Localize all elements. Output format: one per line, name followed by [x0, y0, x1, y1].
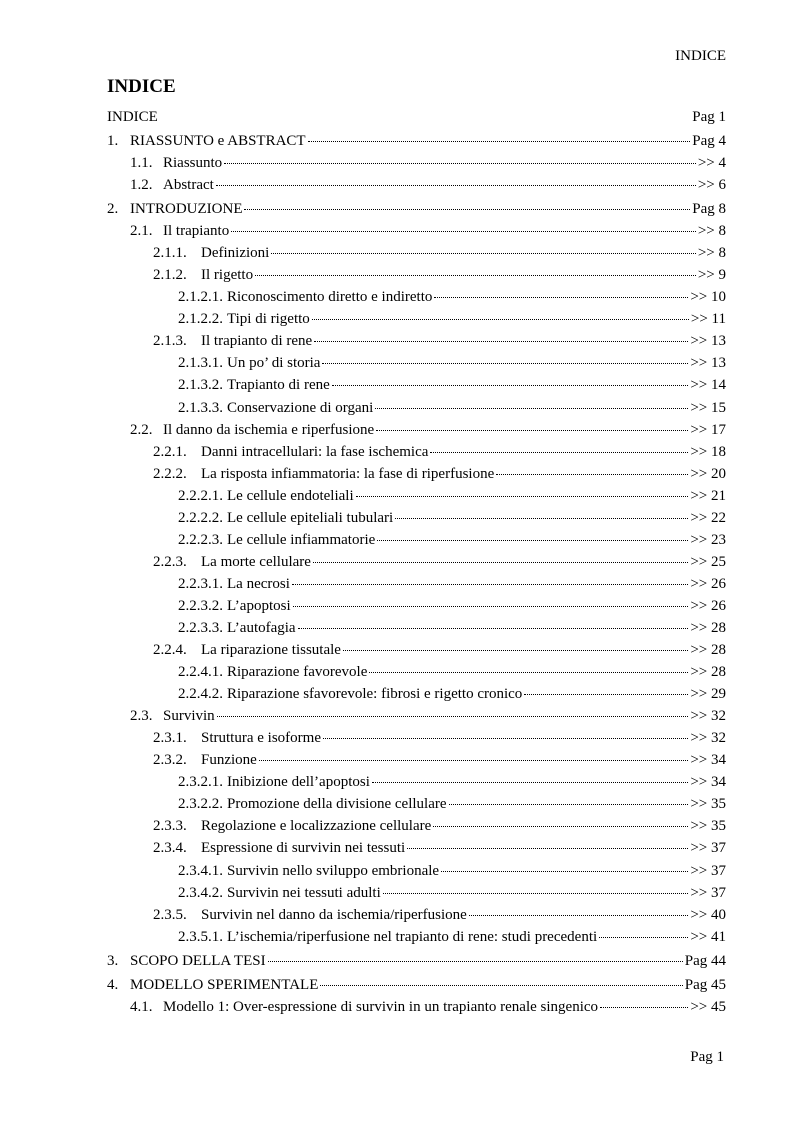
toc-dot-leader	[383, 893, 689, 894]
toc-entry[interactable]	[107, 641, 726, 659]
toc-entry-number: 2.1.3.2.	[178, 377, 223, 394]
toc-entry-page: >> 28	[690, 619, 726, 636]
toc-dot-leader	[292, 584, 688, 585]
toc-entry-title: Funzione	[201, 752, 257, 769]
toc-entry[interactable]	[107, 952, 726, 970]
toc-entry-title: La necrosi	[227, 575, 290, 592]
toc-entry-title: Il trapianto di rene	[201, 333, 313, 350]
toc-entry[interactable]	[107, 244, 726, 262]
toc-entry-number: 1.1.	[130, 155, 153, 172]
toc-entry-number: 2.2.3.2.	[178, 597, 223, 614]
toc-entry[interactable]	[107, 399, 726, 417]
toc-entry-page: >> 29	[690, 686, 726, 703]
toc-entry-number: 2.2.3.3.	[178, 619, 223, 636]
toc-entry-title: La morte cellulare	[201, 553, 311, 570]
toc-entry-page: >> 4	[697, 155, 726, 172]
toc-dot-leader	[343, 650, 688, 651]
toc-entry[interactable]	[107, 663, 726, 681]
toc-entry[interactable]	[107, 531, 726, 549]
toc-entry[interactable]	[107, 751, 726, 769]
toc-dot-leader	[407, 848, 688, 849]
page-number: Pag 1	[690, 1049, 724, 1065]
toc-entry-number: 2.2.	[130, 421, 153, 438]
toc-entry-page: >> 26	[690, 575, 726, 592]
toc-entry[interactable]	[107, 906, 726, 924]
toc-entry-page: >> 35	[690, 796, 726, 813]
toc-entry-page: Pag 4	[692, 133, 726, 149]
toc-dot-leader	[524, 694, 688, 695]
toc-entry-number: 2.3.1.	[153, 730, 187, 747]
toc-entry[interactable]	[107, 354, 726, 372]
table-of-contents	[107, 108, 726, 1020]
toc-dot-leader	[271, 253, 696, 254]
toc-entry-number: 2.1.	[130, 223, 153, 240]
toc-entry-title: La riparazione tissutale	[201, 642, 341, 659]
toc-entry-page: >> 35	[690, 818, 726, 835]
toc-entry-page: Pag 44	[684, 952, 726, 969]
toc-entry-page: >> 14	[690, 377, 726, 394]
running-header: INDICE	[675, 48, 726, 64]
toc-entry-title: Danni intracellulari: la fase ischemica	[201, 443, 429, 460]
toc-entry-page: >> 9	[697, 267, 726, 284]
toc-entry[interactable]	[107, 839, 726, 857]
toc-entry-title: Riassunto	[163, 155, 223, 172]
toc-entry-page: >> 13	[690, 333, 726, 350]
toc-entry-page: >> 25	[690, 553, 726, 570]
toc-entry[interactable]	[107, 553, 726, 571]
toc-entry-number: 2.2.1.	[153, 443, 187, 460]
toc-entry-number: 2.2.3.	[153, 553, 187, 570]
toc-entry[interactable]	[107, 108, 726, 126]
toc-entry-title: Riparazione sfavorevole: fibrosi e rigetto cronico	[227, 686, 523, 703]
toc-dot-leader	[268, 961, 683, 962]
toc-dot-leader	[244, 209, 690, 210]
toc-dot-leader	[320, 985, 682, 986]
toc-entry-number: 2.3.5.	[153, 906, 187, 923]
toc-entry-number: 2.2.4.2.	[178, 686, 223, 703]
toc-entry-title: MODELLO SPERIMENTALE	[130, 976, 319, 993]
toc-entry-page: >> 34	[690, 752, 726, 769]
toc-entry[interactable]	[107, 266, 726, 284]
toc-entry[interactable]	[107, 998, 726, 1016]
toc-entry-page: >> 32	[690, 730, 726, 747]
toc-entry-page: >> 37	[690, 884, 726, 901]
toc-entry-number: 4.	[107, 976, 119, 993]
toc-entry[interactable]	[107, 619, 726, 637]
toc-entry-title: Conservazione di organi	[227, 399, 374, 416]
toc-entry-title: La risposta infiammatoria: la fase di riperfusione	[201, 465, 495, 482]
toc-entry-page: >> 8	[697, 223, 726, 240]
toc-entry-number: 2.2.4.1.	[178, 664, 223, 681]
toc-dot-leader	[314, 341, 688, 342]
toc-entry-number: 2.3.	[130, 708, 153, 725]
toc-entry[interactable]	[107, 310, 726, 328]
toc-entry-title: Abstract	[163, 177, 214, 194]
toc-entry-title: Il rigetto	[201, 267, 254, 284]
toc-entry-page: >> 23	[690, 531, 726, 548]
toc-entry-number: 2.1.2.	[153, 267, 187, 284]
toc-entry[interactable]	[107, 421, 726, 439]
toc-entry-page: Pag 1	[692, 109, 726, 125]
toc-entry-title: Survivin nel danno da ischemia/riperfusione	[201, 906, 467, 923]
toc-entry-page: >> 21	[690, 487, 726, 504]
toc-dot-leader	[312, 319, 689, 320]
toc-entry-page: >> 26	[690, 597, 726, 614]
toc-entry-title: L’apoptosi	[227, 597, 291, 614]
toc-entry[interactable]	[107, 862, 726, 880]
toc-dot-leader	[441, 871, 688, 872]
toc-dot-leader	[217, 716, 689, 717]
toc-entry[interactable]	[107, 685, 726, 703]
toc-entry-page: >> 8	[697, 245, 726, 262]
toc-entry[interactable]	[107, 707, 726, 725]
toc-dot-leader	[231, 231, 696, 232]
toc-entry-title: Survivin nei tessuti adulti	[227, 884, 381, 901]
toc-entry-page: >> 41	[690, 928, 726, 945]
toc-entry-number: 2.3.4.	[153, 840, 187, 857]
toc-entry[interactable]	[107, 176, 726, 194]
toc-entry-title: Il danno da ischemia e riperfusione	[163, 421, 375, 438]
toc-entry-page: >> 22	[690, 509, 726, 526]
toc-entry-number: 2.3.2.1.	[178, 774, 223, 791]
toc-dot-leader	[433, 826, 688, 827]
toc-entry-title: Regolazione e localizzazione cellulare	[201, 818, 432, 835]
toc-entry-number: 2.2.3.1.	[178, 575, 223, 592]
toc-entry[interactable]	[107, 288, 726, 306]
toc-entry[interactable]	[107, 509, 726, 527]
toc-dot-leader	[255, 275, 696, 276]
toc-entry[interactable]	[107, 154, 726, 172]
toc-entry[interactable]	[107, 795, 726, 813]
toc-entry-title: Definizioni	[201, 245, 270, 262]
toc-entry-number: 2.3.3.	[153, 818, 187, 835]
toc-entry[interactable]	[107, 976, 726, 994]
toc-entry-page: >> 6	[697, 177, 726, 194]
toc-entry[interactable]	[107, 132, 726, 150]
toc-entry-page: >> 37	[690, 840, 726, 857]
toc-entry[interactable]	[107, 817, 726, 835]
toc-entry-page: >> 28	[690, 642, 726, 659]
toc-entry-title: RIASSUNTO e ABSTRACT	[130, 133, 306, 149]
toc-entry-title: Le cellule epiteliali tubulari	[227, 509, 394, 526]
toc-entry-number: 2.3.4.1.	[178, 862, 223, 879]
toc-entry-number: 2.1.2.1.	[178, 289, 223, 306]
toc-entry-title: Trapianto di rene	[227, 377, 330, 394]
toc-entry-title: Promozione della divisione cellulare	[227, 796, 447, 813]
toc-dot-leader	[369, 672, 688, 673]
toc-entry-title: Inibizione dell’apoptosi	[227, 774, 370, 791]
toc-entry-page: >> 40	[690, 906, 726, 923]
toc-entry-number: 2.3.2.2.	[178, 796, 223, 813]
toc-dot-leader	[298, 628, 689, 629]
toc-entry-title: INDICE	[107, 109, 158, 125]
toc-entry[interactable]	[107, 332, 726, 350]
toc-entry-page: Pag 8	[692, 201, 726, 218]
toc-entry[interactable]	[107, 729, 726, 747]
toc-entry-title: Il trapianto	[163, 223, 230, 240]
page-title: INDICE	[107, 76, 176, 97]
toc-dot-leader	[356, 496, 689, 497]
toc-entry-title: Struttura e isoforme	[201, 730, 321, 747]
toc-entry[interactable]	[107, 575, 726, 593]
toc-entry[interactable]	[107, 928, 726, 946]
toc-dot-leader	[469, 915, 689, 916]
toc-entry[interactable]	[107, 597, 726, 615]
toc-entry[interactable]	[107, 443, 726, 461]
toc-entry-page: >> 17	[690, 421, 726, 438]
toc-entry-title: Le cellule infiammatorie	[227, 531, 376, 548]
toc-dot-leader	[313, 562, 688, 563]
toc-entry-title: Espressione di survivin nei tessuti	[201, 840, 406, 857]
toc-entry-title: Tipi di rigetto	[227, 311, 310, 328]
toc-entry-page: >> 32	[690, 708, 726, 725]
toc-dot-leader	[375, 408, 688, 409]
toc-entry[interactable]	[107, 200, 726, 218]
toc-dot-leader	[322, 363, 688, 364]
toc-entry-title: Le cellule endoteliali	[227, 487, 354, 504]
toc-entry[interactable]	[107, 465, 726, 483]
toc-dot-leader	[332, 385, 689, 386]
toc-dot-leader	[600, 1007, 688, 1008]
toc-dot-leader	[216, 185, 696, 186]
toc-dot-leader	[599, 937, 688, 938]
toc-dot-leader	[308, 141, 691, 142]
toc-entry-page: >> 10	[690, 289, 726, 306]
toc-entry-title: Survivin nello sviluppo embrionale	[227, 862, 440, 879]
toc-entry-page: >> 11	[690, 311, 726, 328]
toc-entry-page: Pag 45	[684, 976, 726, 993]
toc-entry-title: L’ischemia/riperfusione nel trapianto di rene: studi precedenti	[227, 928, 598, 945]
toc-entry-title: Survivin	[163, 708, 215, 725]
toc-entry-number: 2.	[107, 201, 119, 218]
toc-dot-leader	[449, 804, 689, 805]
toc-entry-number: 1.	[107, 133, 119, 149]
toc-entry-number: 2.3.4.2.	[178, 884, 223, 901]
toc-entry-title: SCOPO DELLA TESI	[130, 952, 266, 969]
toc-dot-leader	[259, 760, 689, 761]
toc-dot-leader	[377, 540, 688, 541]
toc-entry-number: 2.3.2.	[153, 752, 187, 769]
toc-entry-number: 3.	[107, 952, 119, 969]
toc-dot-leader	[293, 606, 689, 607]
toc-entry-number: 2.2.4.	[153, 642, 187, 659]
toc-entry-number: 2.2.2.3.	[178, 531, 223, 548]
toc-entry-title: Riconoscimento diretto e indiretto	[227, 289, 433, 306]
toc-entry-number: 2.1.3.1.	[178, 355, 223, 372]
toc-entry-number: 2.2.2.2.	[178, 509, 223, 526]
toc-entry-title: L’autofagia	[227, 619, 296, 636]
toc-dot-leader	[372, 782, 688, 783]
toc-entry-number: 1.2.	[130, 177, 153, 194]
toc-entry-number: 2.1.3.3.	[178, 399, 223, 416]
toc-entry-page: >> 45	[690, 998, 726, 1015]
toc-entry-page: >> 18	[690, 443, 726, 460]
toc-entry-number: 2.2.2.1.	[178, 487, 223, 504]
toc-entry-number: 2.3.5.1.	[178, 928, 223, 945]
toc-entry-page: >> 34	[690, 774, 726, 791]
toc-entry[interactable]	[107, 376, 726, 394]
toc-entry-page: >> 15	[690, 399, 726, 416]
toc-entry-number: 2.1.3.	[153, 333, 187, 350]
toc-entry-page: >> 20	[690, 465, 726, 482]
toc-entry-number: 4.1.	[130, 998, 153, 1015]
toc-dot-leader	[430, 452, 688, 453]
toc-dot-leader	[323, 738, 688, 739]
toc-entry-title: Un po’ di storia	[227, 355, 321, 372]
toc-entry-page: >> 37	[690, 862, 726, 879]
toc-entry[interactable]	[107, 222, 726, 240]
toc-dot-leader	[434, 297, 688, 298]
toc-dot-leader	[395, 518, 688, 519]
toc-dot-leader	[224, 163, 696, 164]
toc-entry-number: 2.1.1.	[153, 245, 187, 262]
toc-entry-title: Modello 1: Over-espressione di survivin in un trapianto renale singenico	[163, 998, 599, 1015]
toc-dot-leader	[376, 430, 688, 431]
toc-entry-page: >> 28	[690, 664, 726, 681]
toc-entry-title: INTRODUZIONE	[130, 201, 243, 218]
toc-entry-number: 2.1.2.2.	[178, 311, 223, 328]
toc-entry-page: >> 13	[690, 355, 726, 372]
toc-entry[interactable]	[107, 773, 726, 791]
toc-entry-title: Riparazione favorevole	[227, 664, 368, 681]
toc-dot-leader	[496, 474, 688, 475]
toc-entry[interactable]	[107, 487, 726, 505]
toc-entry[interactable]	[107, 884, 726, 902]
toc-entry-number: 2.2.2.	[153, 465, 187, 482]
